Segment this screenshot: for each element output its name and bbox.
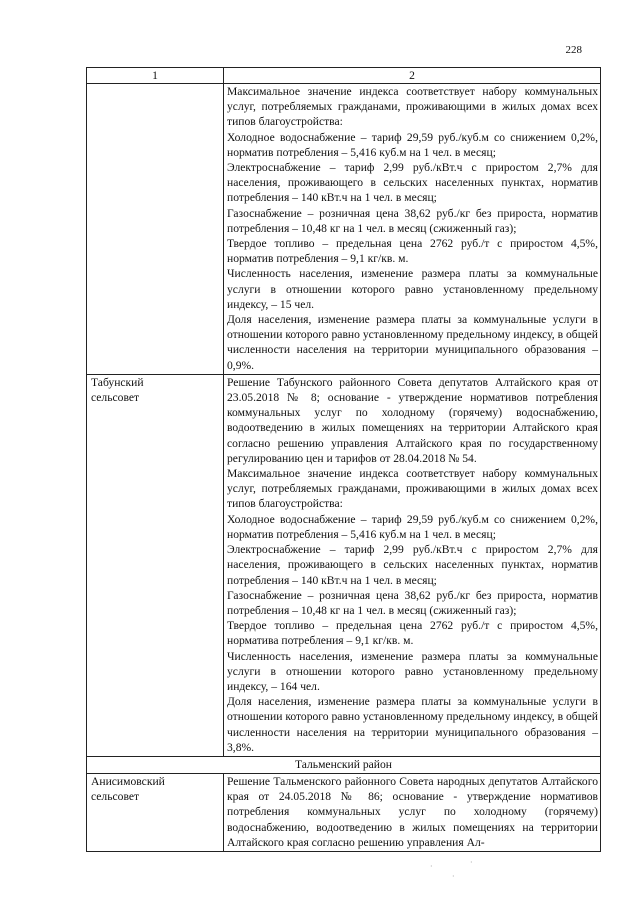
paragraph: Электроснабжение – тариф 2,99 руб./кВт.ч с приростом 2,7% для населения, проживающего в сельских населенных пунктах, норматив потребления – 140 кВт.ч на 1 чел. в месяц;: [227, 543, 598, 587]
paragraph: Газоснабжение – розничная цена 38,62 руб./кг без прироста, норматив потребления – 10,48 кг на 1 чел. в месяц (сжиженный газ);: [227, 588, 598, 617]
table-header-row: [87, 68, 601, 84]
row-name-cell: [87, 773, 224, 851]
scan-speck: ·: [430, 862, 433, 871]
page-number: 228: [565, 44, 582, 56]
table-row: [87, 773, 601, 851]
row-name-cell: [87, 84, 224, 375]
municipality-name: Табунский: [91, 375, 144, 389]
table-row: [87, 374, 601, 756]
row-text-cell: [224, 773, 601, 851]
paragraph: Твердое топливо – предельная цена 2762 руб./т с приростом 4,5%, норматива потребления – 9,1 кг/кв. м.: [227, 619, 598, 648]
table-row: [87, 84, 601, 375]
row-name-cell: [87, 374, 224, 756]
paragraph: Электроснабжение – тариф 2,99 руб./кВт.ч с приростом 2,7% для населения, проживающего в сельских населенных пунктах, норматив потребления – 140 кВт.ч на 1 чел. в месяц;: [227, 161, 598, 205]
paragraph: Максимальное значение индекса соответствует набору коммунальных услуг, потребляемых гражданами, проживающими в жилых домах всех типов благоустройства:: [227, 467, 598, 511]
paragraph: Газоснабжение – розничная цена 38,62 руб./кг без прироста, норматив потребления – 10,48 кг на 1 чел. в месяц (сжиженный газ);: [227, 206, 598, 235]
header-col-1: 1: [87, 68, 224, 84]
header-col-2: 2: [224, 68, 601, 84]
municipality-name: Анисимовский: [91, 774, 165, 788]
scan-speck: ·: [452, 872, 455, 881]
row-text-cell: [224, 374, 601, 756]
paragraph: Доля населения, изменение размера платы за коммунальные услуги в отношении которого равно установленному предельному индексу, в общей численности населения на территории муниципального образования – 3,8%.: [227, 695, 598, 754]
paragraph: Численность населения, изменение размера платы за коммунальные услуги в отношении которого равно установленному предельному индексу, – 164 чел.: [227, 649, 598, 693]
paragraph: Численность населения, изменение размера платы за коммунальные услуги в отношении которого равно установленному предельному индексу, – 15 чел.: [227, 267, 598, 311]
paragraph: Решение Табунского районного Совета депутатов Алтайского края от 23.05.2018 № 8; основание - утверждение нормативов потребления коммунальных услуг по холодному (горячему) водоснабжению, водоотведению в жилых помещениях на территории Алтайского края согласно решению управления Алтайского края по государственному регулированию цен и тарифов от 28.04.2018 № 54.: [227, 375, 598, 465]
data-table: [86, 67, 601, 852]
paragraph: Холодное водоснабжение – тариф 29,59 руб./куб.м со снижением 0,2%, норматив потребления – 5,416 куб.м на 1 чел. в месяц;: [227, 512, 598, 541]
municipality-type: сельсовет: [91, 790, 140, 804]
municipality-type: сельсовет: [91, 391, 140, 405]
scan-speck: ·: [470, 858, 473, 867]
paragraph: Холодное водоснабжение – тариф 29,59 руб./куб.м со снижением 0,2%, норматив потребления – 5,416 куб.м на 1 чел. в месяц;: [227, 130, 598, 159]
district-heading: Тальменский район: [87, 756, 601, 773]
paragraph: Доля населения, изменение размера платы за коммунальные услуги в отношении которого равно установленному предельному индексу, в общей численности населения на территории муниципального образования – 0,9%.: [227, 313, 598, 372]
paragraph: Решение Тальменского районного Совета народных депутатов Алтайского края от 24.05.2018 № 86; основание - утверждение нормативов потребления коммунальных услуг по холодному (горячему) водоснабжению, водоотведению в жилых помещениях на территории Алтайского края согласно решению управления Ал-: [227, 774, 598, 849]
paragraph: Твердое топливо – предельная цена 2762 руб./т с приростом 4,5%, норматив потребления – 9,1 кг/кв. м.: [227, 237, 598, 266]
paragraph: Максимальное значение индекса соответствует набору коммунальных услуг, потребляемых гражданами, проживающими в жилых домах всех типов благоустройства:: [227, 85, 598, 129]
district-row: [87, 756, 601, 773]
row-text-cell: [224, 84, 601, 375]
